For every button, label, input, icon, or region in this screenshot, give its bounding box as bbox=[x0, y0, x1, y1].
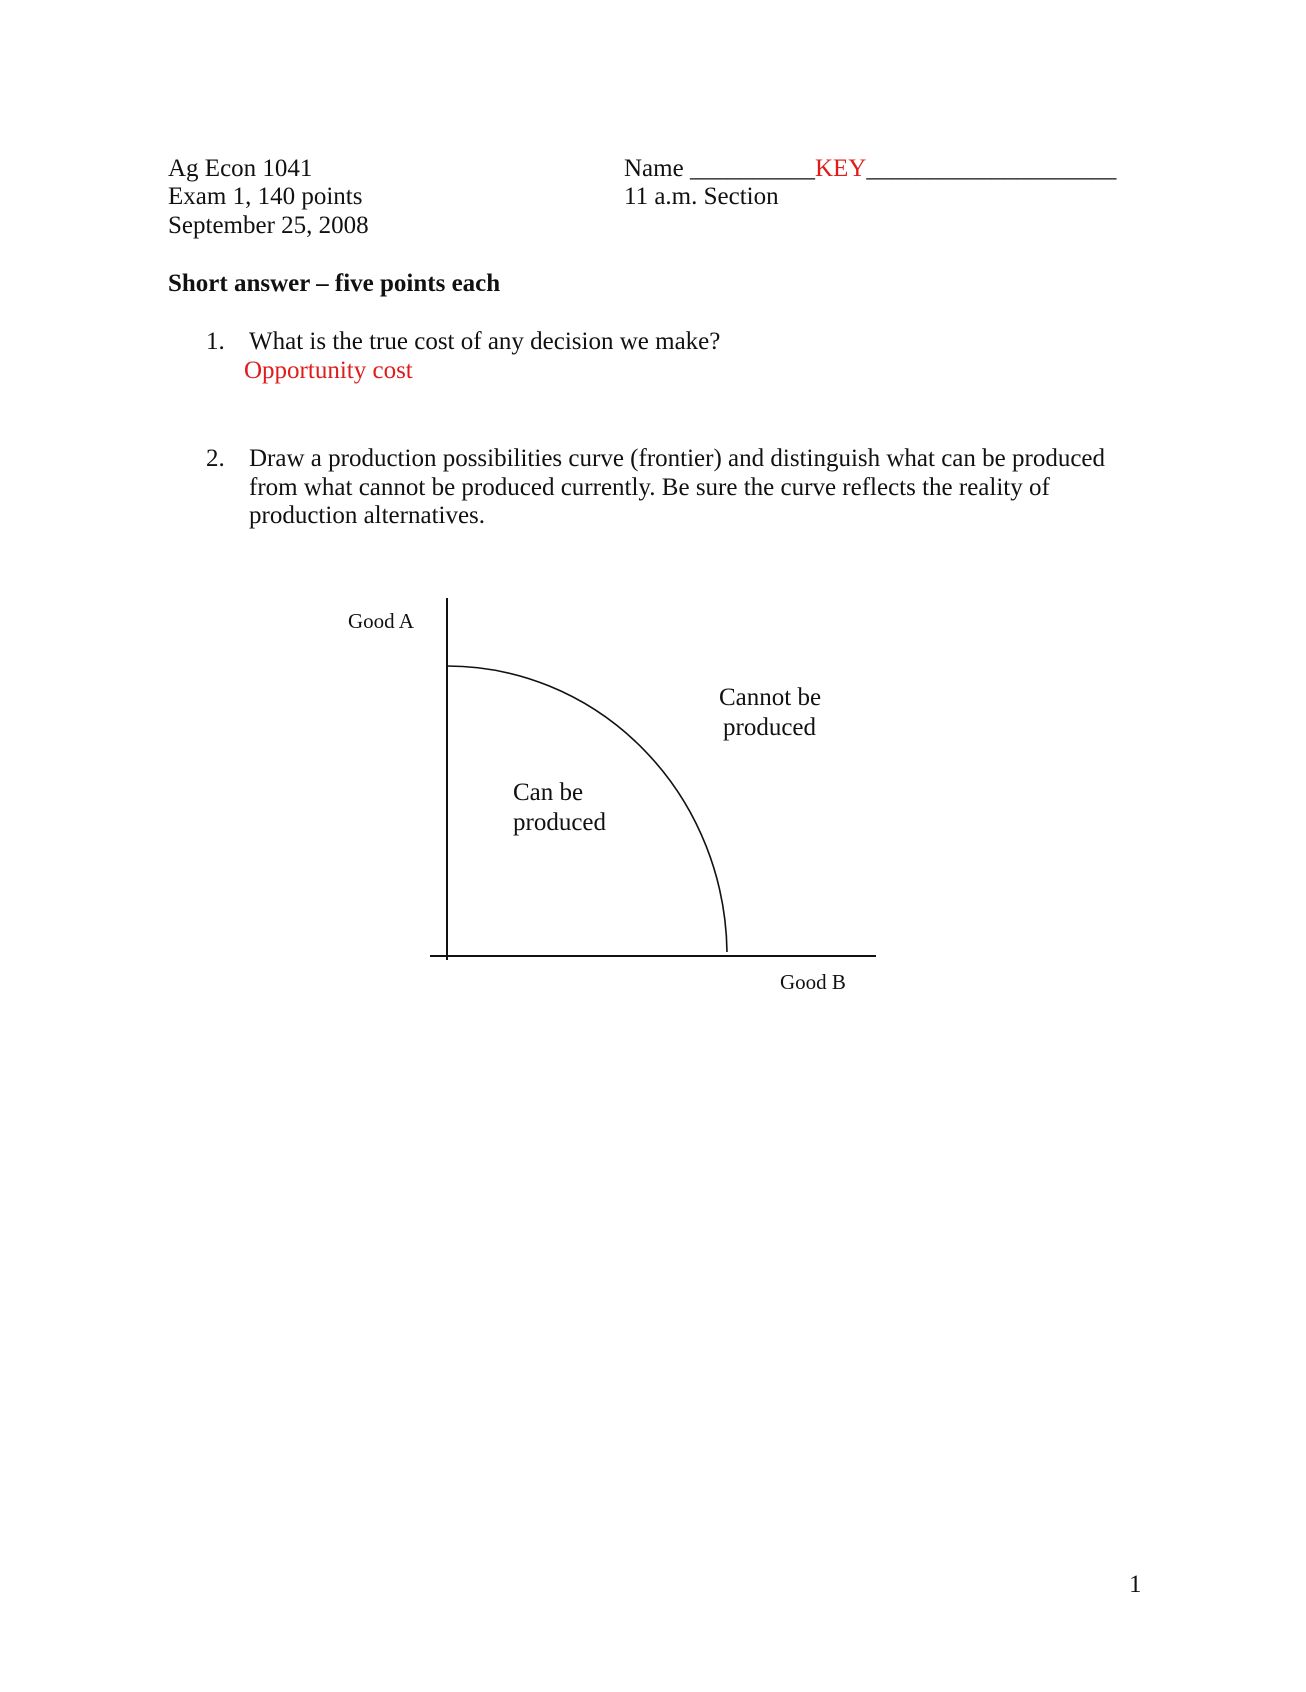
page-number: 1 bbox=[1129, 1571, 1142, 1598]
can-be-produced-line-1: Can be bbox=[513, 779, 584, 806]
name-label: Name bbox=[624, 155, 690, 182]
section-info: 11 a.m. Section bbox=[624, 183, 779, 210]
x-axis-label: Good B bbox=[780, 970, 846, 994]
question-2-number: 2. bbox=[206, 445, 225, 472]
section-heading: Short answer – five points each bbox=[168, 270, 501, 297]
name-blank-suffix: ____________________ bbox=[866, 155, 1117, 182]
can-be-produced-line-2: produced bbox=[513, 809, 607, 836]
question-1-number: 1. bbox=[206, 328, 225, 355]
cannot-be-produced-line-1: Cannot be bbox=[719, 684, 822, 711]
question-1-answer: Opportunity cost bbox=[244, 357, 413, 384]
question-2-line-1: Draw a production possibilities curve (frontier) and distinguish what can be produced bbox=[249, 445, 1106, 472]
name-value: KEY bbox=[814, 155, 867, 182]
y-axis-label: Good A bbox=[348, 609, 414, 633]
course-title: Ag Econ 1041 bbox=[168, 155, 313, 182]
question-2-line-3: production alternatives. bbox=[249, 502, 486, 529]
question-2-line-2: from what cannot be produced currently. Be sure the curve reflects the reality of bbox=[249, 474, 1050, 501]
name-blank-prefix: __________ bbox=[689, 155, 815, 182]
question-1-text: What is the true cost of any decision we make? bbox=[249, 328, 721, 355]
exam-date: September 25, 2008 bbox=[168, 212, 369, 239]
exam-info: Exam 1, 140 points bbox=[168, 183, 363, 210]
cannot-be-produced-line-2: produced bbox=[723, 714, 817, 741]
